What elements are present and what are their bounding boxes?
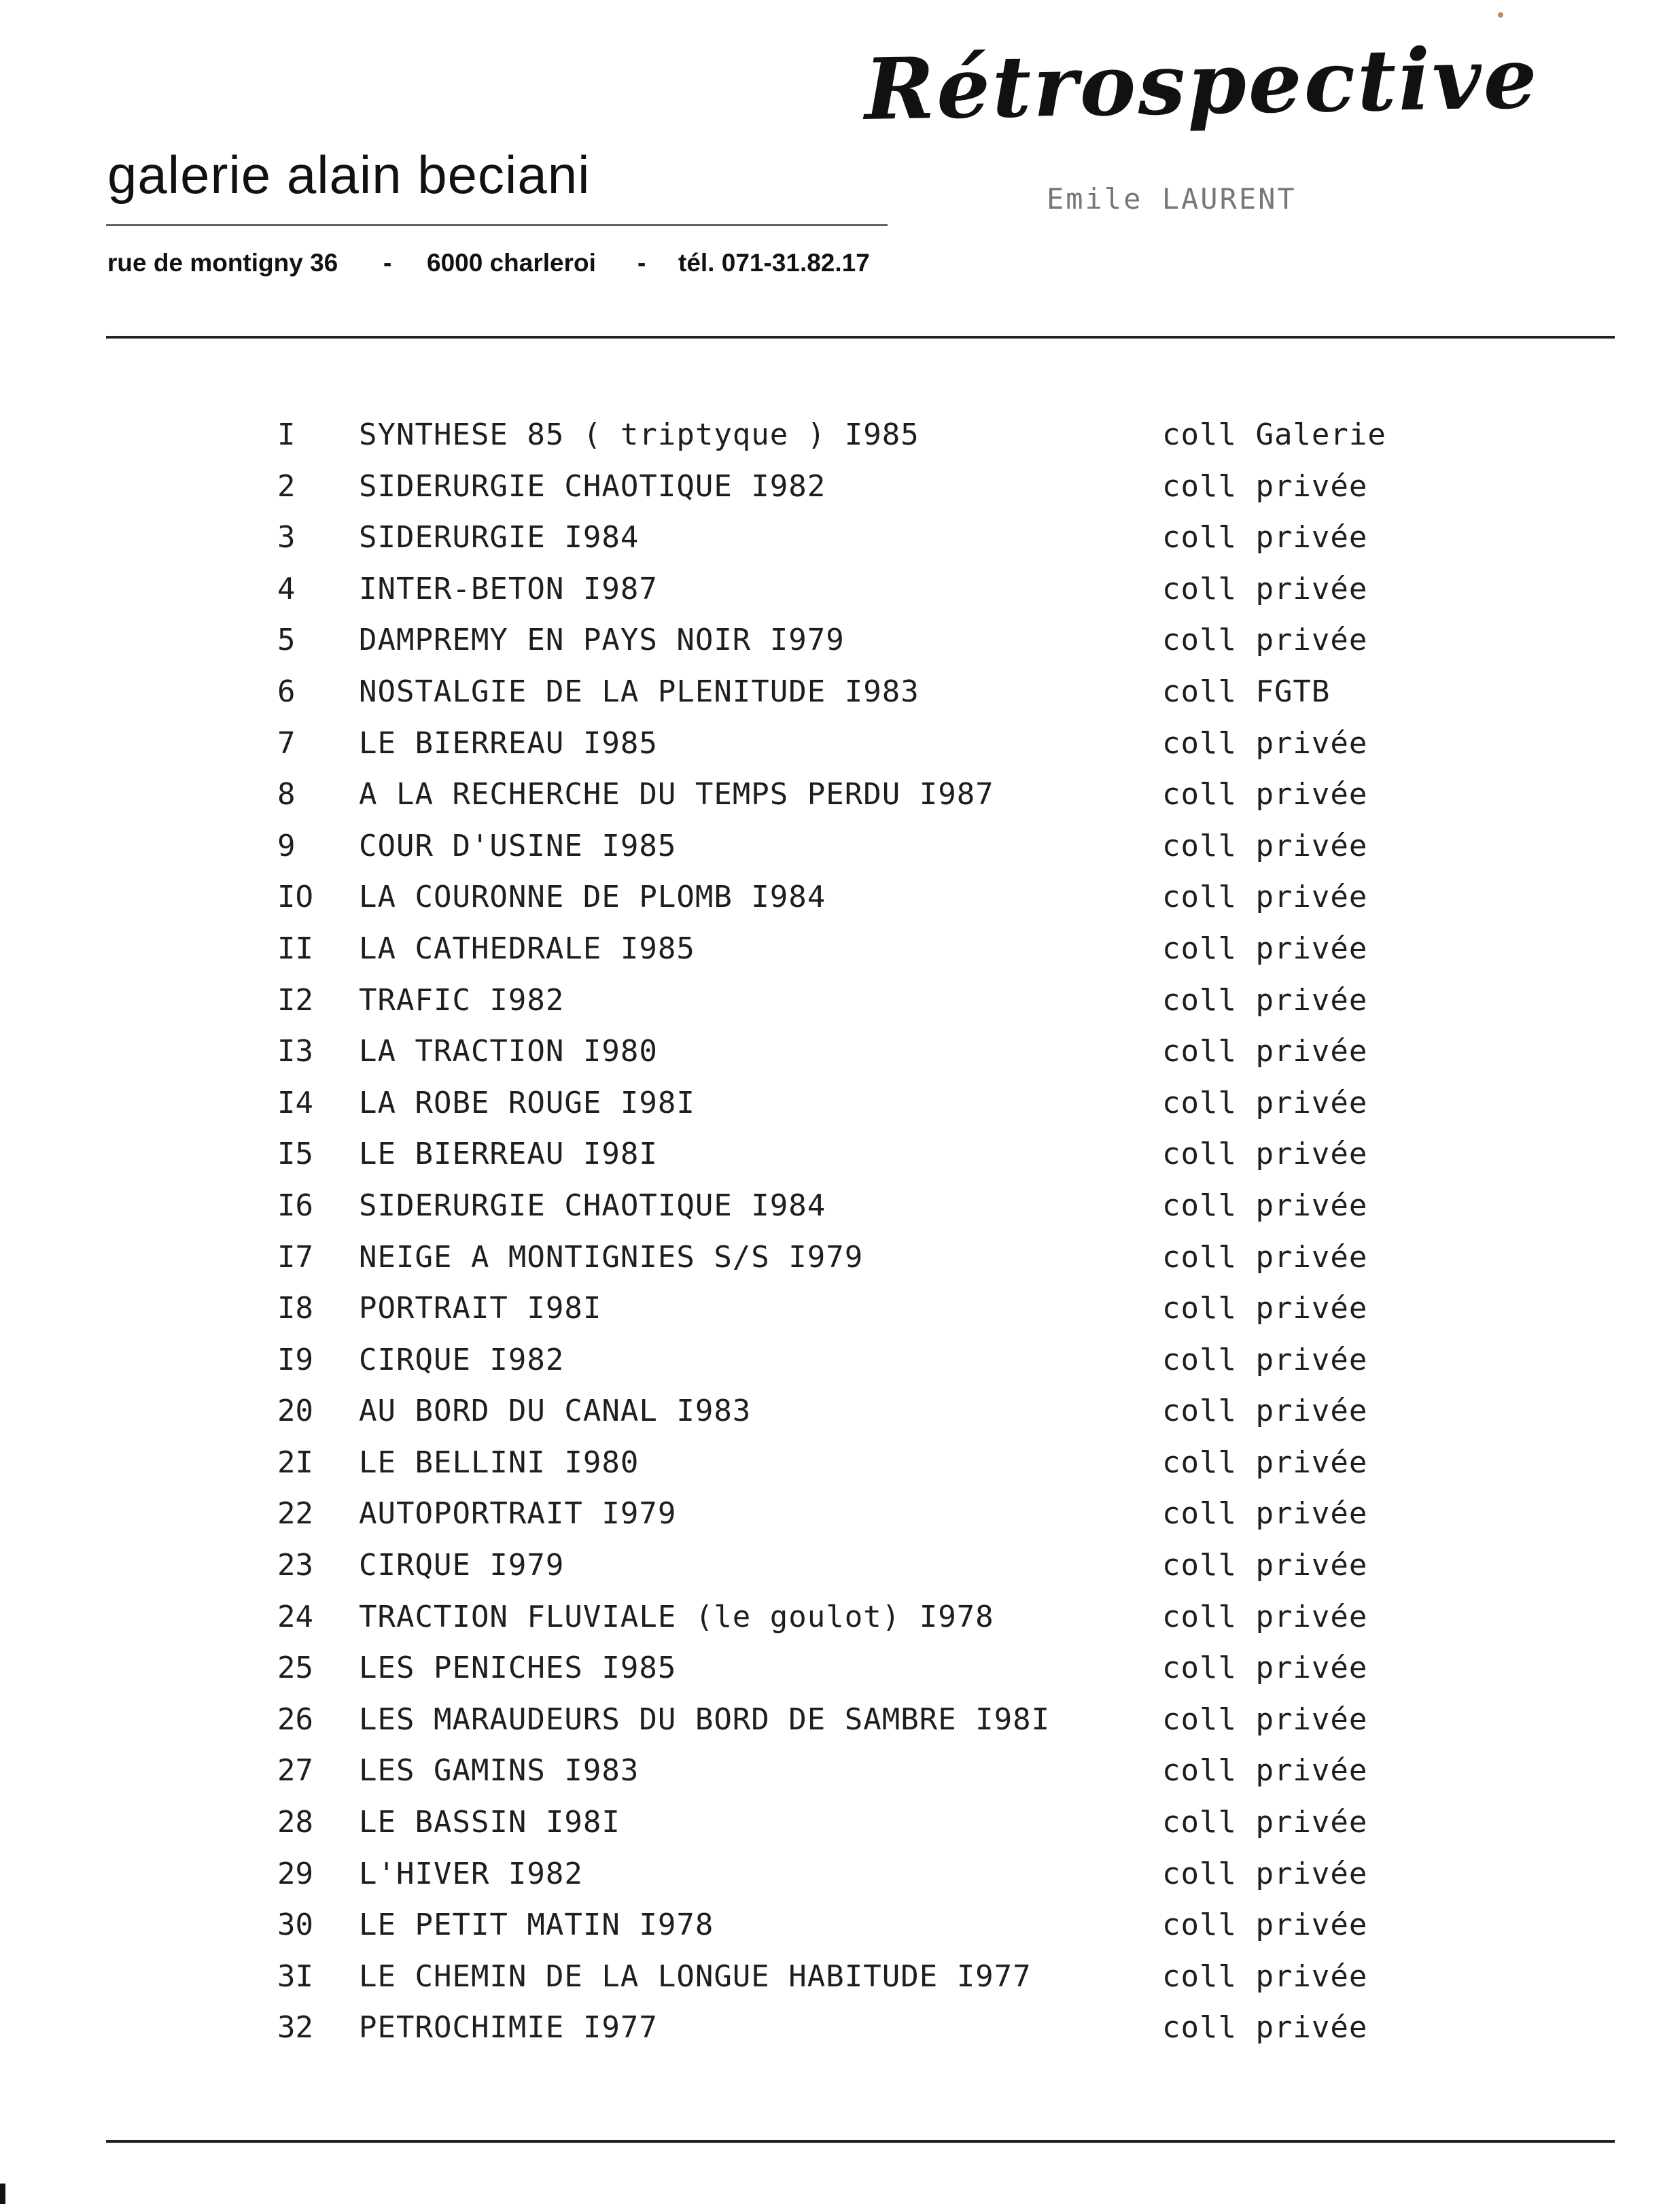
- list-item: [0, 1700, 1680, 1751]
- list-item: [0, 620, 1680, 672]
- work-number: 32: [277, 2010, 313, 2046]
- work-collection: coll privée: [1162, 2010, 1368, 2046]
- work-number: I4: [277, 1085, 313, 1120]
- work-title: PORTRAIT I98I: [359, 1291, 602, 1326]
- work-title: SIDERURGIE CHAOTIQUE I982: [359, 468, 826, 504]
- list-item: [0, 723, 1680, 775]
- handwritten-title: Rétrospective: [863, 29, 1540, 139]
- work-collection: coll privée: [1162, 1291, 1368, 1326]
- work-title: LE BIERREAU I98I: [359, 1137, 658, 1172]
- works-list: [0, 415, 1680, 2059]
- work-collection: coll Galerie: [1162, 417, 1386, 452]
- work-collection: coll privée: [1162, 1651, 1368, 1686]
- work-collection: coll privée: [1162, 880, 1368, 915]
- list-item: [0, 466, 1680, 518]
- letterhead-rule: [106, 224, 888, 226]
- work-collection: coll privée: [1162, 468, 1368, 504]
- list-item: [0, 1031, 1680, 1083]
- work-collection: coll privée: [1162, 1805, 1368, 1840]
- work-number: I6: [277, 1188, 313, 1223]
- work-number: I2: [277, 982, 313, 1018]
- work-number: 22: [277, 1496, 313, 1532]
- work-collection: coll privée: [1162, 1599, 1368, 1634]
- list-item: [0, 1443, 1680, 1494]
- work-number: 5: [277, 623, 296, 658]
- work-number: 24: [277, 1599, 313, 1634]
- work-title: LE BELLINI I980: [359, 1445, 640, 1480]
- work-number: 27: [277, 1753, 313, 1789]
- list-item: [0, 929, 1680, 980]
- work-number: I7: [277, 1239, 313, 1275]
- list-item: [0, 415, 1680, 466]
- work-title: LES GAMINS I983: [359, 1753, 640, 1789]
- work-number: 3: [277, 520, 296, 555]
- work-number: 26: [277, 1702, 313, 1737]
- work-number: I: [277, 417, 296, 452]
- address-phone: tél. 071-31.82.17: [678, 249, 870, 277]
- work-title: LA COURONNE DE PLOMB I984: [359, 880, 826, 915]
- work-collection: coll privée: [1162, 828, 1368, 863]
- work-title: L'HIVER I982: [359, 1856, 583, 1891]
- work-title: LA TRACTION I980: [359, 1034, 658, 1069]
- work-title: TRACTION FLUVIALE (le goulot) I978: [359, 1599, 994, 1634]
- list-item: [0, 774, 1680, 826]
- paper-speck: [1498, 12, 1503, 18]
- work-title: LA CATHEDRALE I985: [359, 931, 695, 966]
- work-title: SIDERURGIE I984: [359, 520, 640, 555]
- work-title: NOSTALGIE DE LA PLENITUDE I983: [359, 674, 920, 709]
- work-collection: coll privée: [1162, 1188, 1368, 1223]
- work-number: 20: [277, 1394, 313, 1429]
- list-item: [0, 1545, 1680, 1597]
- work-collection: coll privée: [1162, 1342, 1368, 1377]
- top-divider: [106, 336, 1615, 339]
- work-title: AUTOPORTRAIT I979: [359, 1496, 677, 1532]
- work-collection: coll privée: [1162, 1753, 1368, 1789]
- list-item: [0, 1750, 1680, 1802]
- work-collection: coll privée: [1162, 982, 1368, 1018]
- work-collection: coll privée: [1162, 1496, 1368, 1532]
- work-title: INTER-BETON I987: [359, 571, 658, 606]
- work-collection: coll privée: [1162, 777, 1368, 812]
- list-item: [0, 1134, 1680, 1186]
- list-item: [0, 1340, 1680, 1392]
- work-number: I8: [277, 1291, 313, 1326]
- bottom-divider: [106, 2140, 1615, 2143]
- work-title: LE BIERREAU I985: [359, 725, 658, 761]
- work-collection: coll privée: [1162, 571, 1368, 606]
- list-item: [0, 1956, 1680, 2008]
- work-number: 7: [277, 725, 296, 761]
- work-title: LA ROBE ROUGE I98I: [359, 1085, 695, 1120]
- list-item: [0, 1083, 1680, 1135]
- work-collection: coll FGTB: [1162, 674, 1331, 709]
- work-number: 2: [277, 468, 296, 504]
- artist-name: Emile LAURENT: [1047, 182, 1297, 215]
- list-item: [0, 672, 1680, 723]
- work-collection: coll privée: [1162, 1856, 1368, 1891]
- work-number: I3: [277, 1034, 313, 1069]
- work-collection: coll privée: [1162, 1085, 1368, 1120]
- work-number: I5: [277, 1137, 313, 1172]
- work-collection: coll privée: [1162, 1959, 1368, 1994]
- work-number: 9: [277, 828, 296, 863]
- work-number: 23: [277, 1548, 313, 1583]
- list-item: [0, 1802, 1680, 1854]
- work-collection: coll privée: [1162, 623, 1368, 658]
- work-title: LE CHEMIN DE LA LONGUE HABITUDE I977: [359, 1959, 1032, 1994]
- work-number: 28: [277, 1805, 313, 1840]
- work-number: 25: [277, 1651, 313, 1686]
- work-title: CIRQUE I982: [359, 1342, 565, 1377]
- work-title: AU BORD DU CANAL I983: [359, 1394, 752, 1429]
- work-number: 4: [277, 571, 296, 606]
- work-collection: coll privée: [1162, 1445, 1368, 1480]
- list-item: [0, 517, 1680, 569]
- work-title: LE BASSIN I98I: [359, 1805, 620, 1840]
- work-number: 29: [277, 1856, 313, 1891]
- work-number: 3I: [277, 1959, 313, 1994]
- work-number: IO: [277, 880, 313, 915]
- list-item: [0, 1288, 1680, 1340]
- work-collection: coll privée: [1162, 1394, 1368, 1429]
- work-collection: coll privée: [1162, 725, 1368, 761]
- work-number: 2I: [277, 1445, 313, 1480]
- work-title: TRAFIC I982: [359, 982, 565, 1018]
- work-collection: coll privée: [1162, 1034, 1368, 1069]
- work-number: II: [277, 931, 313, 966]
- work-collection: coll privée: [1162, 1239, 1368, 1275]
- work-number: 8: [277, 777, 296, 812]
- work-title: CIRQUE I979: [359, 1548, 565, 1583]
- list-item: [0, 1905, 1680, 1956]
- work-title: LES MARAUDEURS DU BORD DE SAMBRE I98I: [359, 1702, 1051, 1737]
- list-item: [0, 1186, 1680, 1237]
- list-item: [0, 826, 1680, 878]
- address-city: 6000 charleroi: [427, 249, 596, 277]
- list-item: [0, 980, 1680, 1032]
- work-number: 6: [277, 674, 296, 709]
- work-title: LE PETIT MATIN I978: [359, 1908, 714, 1943]
- work-title: COUR D'USINE I985: [359, 828, 677, 863]
- gallery-name: galerie alain beciani: [107, 145, 591, 205]
- work-title: PETROCHIMIE I977: [359, 2010, 658, 2046]
- work-collection: coll privée: [1162, 520, 1368, 555]
- list-item: [0, 1854, 1680, 1905]
- list-item: [0, 877, 1680, 929]
- scan-edge-mark: [0, 2184, 5, 2204]
- work-title: A LA RECHERCHE DU TEMPS PERDU I987: [359, 777, 994, 812]
- list-item: [0, 2007, 1680, 2059]
- work-collection: coll privée: [1162, 1137, 1368, 1172]
- work-collection: coll privée: [1162, 931, 1368, 966]
- address-street: rue de montigny 36: [107, 249, 338, 277]
- address-separator: -: [637, 249, 646, 277]
- list-item: [0, 1237, 1680, 1289]
- address-separator: -: [383, 249, 392, 277]
- work-collection: coll privée: [1162, 1908, 1368, 1943]
- work-number: I9: [277, 1342, 313, 1377]
- work-title: DAMPREMY EN PAYS NOIR I979: [359, 623, 845, 658]
- work-collection: coll privée: [1162, 1548, 1368, 1583]
- work-number: 30: [277, 1908, 313, 1943]
- list-item: [0, 1391, 1680, 1443]
- list-item: [0, 569, 1680, 621]
- list-item: [0, 1494, 1680, 1545]
- list-item: [0, 1648, 1680, 1700]
- work-collection: coll privée: [1162, 1702, 1368, 1737]
- work-title: SIDERURGIE CHAOTIQUE I984: [359, 1188, 826, 1223]
- work-title: LES PENICHES I985: [359, 1651, 677, 1686]
- work-title: SYNTHESE 85 ( triptyque ) I985: [359, 417, 920, 452]
- work-title: NEIGE A MONTIGNIES S/S I979: [359, 1239, 864, 1275]
- list-item: [0, 1597, 1680, 1649]
